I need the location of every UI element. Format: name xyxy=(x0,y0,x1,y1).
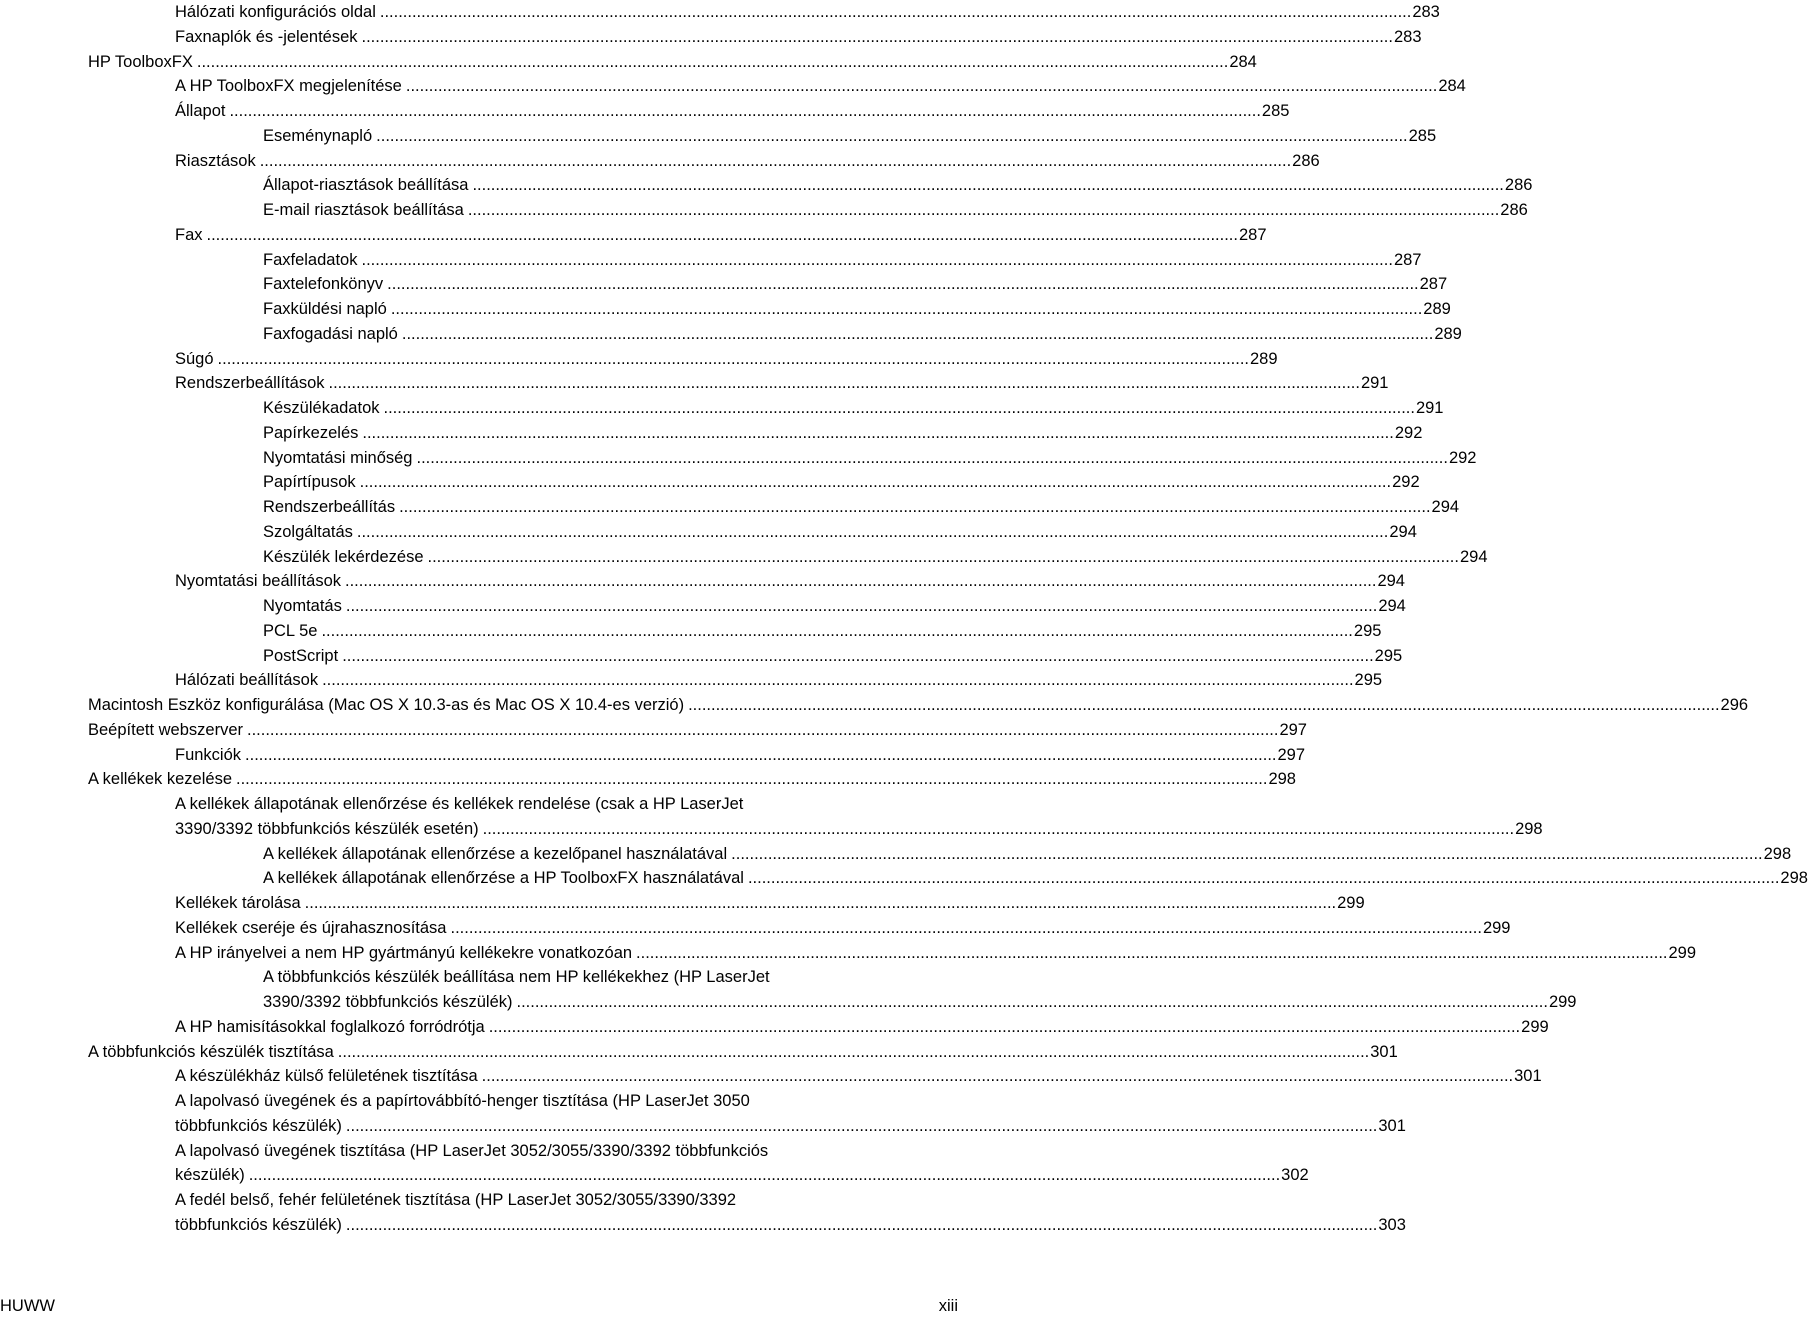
toc-entry[interactable] xyxy=(263,965,1577,1015)
toc-entry-title: Készülék lekérdezése xyxy=(263,547,424,566)
toc-page-number: 291 xyxy=(1360,374,1389,393)
toc-page-number: 298 xyxy=(1763,844,1792,863)
toc-entry[interactable] xyxy=(88,693,1749,718)
dot-leader xyxy=(357,520,1388,545)
toc-entry[interactable] xyxy=(263,297,1451,322)
dot-leader xyxy=(342,644,1373,669)
toc-entry-title: A többfunkciós készülék tisztítása xyxy=(88,1042,334,1061)
dot-leader xyxy=(489,1015,1520,1040)
dot-leader xyxy=(245,743,1276,768)
dot-leader xyxy=(428,545,1459,570)
dot-leader xyxy=(207,223,1238,248)
toc-entry[interactable] xyxy=(263,545,1488,570)
toc-entry-title: A kellékek kezelése xyxy=(88,770,232,789)
toc-entry-title: Szolgáltatás xyxy=(263,522,353,541)
dot-leader xyxy=(260,149,1291,174)
dot-leader xyxy=(360,470,1391,495)
toc-entry[interactable] xyxy=(263,495,1460,520)
toc-entry[interactable] xyxy=(175,1089,1406,1139)
toc-entry-title: Készülékadatok xyxy=(263,399,380,417)
toc-entry[interactable] xyxy=(263,446,1477,471)
toc-entry[interactable] xyxy=(175,1015,1549,1040)
dot-leader xyxy=(688,693,1719,718)
toc-entry-title-line: A lapolvasó üvegének és a papírtovábbító-henger tisztítása (HP LaserJet 3050 xyxy=(175,1092,750,1110)
toc-entry-title: 3390/3392 többfunkciós készülék esetén) xyxy=(175,819,479,838)
dot-leader xyxy=(416,446,1447,471)
toc-entry[interactable] xyxy=(175,371,1389,396)
toc-entry[interactable] xyxy=(263,842,1792,867)
dot-leader xyxy=(380,0,1411,25)
dot-leader xyxy=(483,817,1514,842)
toc-entry[interactable] xyxy=(88,767,1296,792)
toc-page-number: 294 xyxy=(1459,547,1488,566)
toc-page-number: 284 xyxy=(1229,52,1257,71)
toc-entry[interactable] xyxy=(263,322,1462,347)
toc-entry[interactable] xyxy=(175,74,1466,99)
toc-page-number: 294 xyxy=(1431,498,1460,516)
toc-entry-title: Faxtelefonkönyv xyxy=(263,275,384,294)
toc-page-number: 299 xyxy=(1668,943,1697,962)
toc-page-number: 299 xyxy=(1337,894,1365,912)
toc-entry[interactable] xyxy=(175,569,1405,594)
toc-entry[interactable] xyxy=(263,421,1423,446)
toc-entry-title: Rendszerbeállítások xyxy=(175,374,325,393)
toc-entry-title: HP ToolboxFX xyxy=(88,52,193,71)
toc-entry-title: Hálózati konfigurációs oldal xyxy=(175,3,376,21)
dot-leader xyxy=(450,916,1481,941)
toc-page-number: 299 xyxy=(1521,1017,1549,1036)
dot-leader xyxy=(376,124,1407,149)
toc-entry[interactable] xyxy=(263,248,1422,273)
toc-entry[interactable] xyxy=(263,124,1437,149)
dot-leader xyxy=(305,891,1336,916)
toc-page-number: 299 xyxy=(1482,918,1511,937)
toc-page-number: 295 xyxy=(1374,646,1403,665)
toc-page-number: 287 xyxy=(1238,225,1267,244)
toc-entry[interactable] xyxy=(175,149,1320,174)
toc-entry-title: Faxnaplók és -jelentések xyxy=(175,27,358,46)
toc-entry-title: 3390/3392 többfunkciós készülék) xyxy=(263,993,513,1011)
toc-entry-title: Rendszerbeállítás xyxy=(263,498,396,516)
toc-entry[interactable] xyxy=(263,396,1444,421)
toc-page-number: 286 xyxy=(1500,201,1528,219)
toc-page-number: 294 xyxy=(1389,522,1417,541)
dot-leader xyxy=(346,1213,1377,1238)
toc-entry[interactable] xyxy=(175,1064,1542,1089)
dot-leader xyxy=(362,421,1393,446)
dot-leader xyxy=(346,1114,1377,1139)
toc-entry-title: Papírkezelés xyxy=(263,423,359,442)
toc-entry[interactable] xyxy=(263,470,1420,495)
toc-page-number: 284 xyxy=(1438,77,1466,96)
toc-entry[interactable] xyxy=(263,198,1528,223)
toc-entry-title: Eseménynapló xyxy=(263,126,373,145)
toc-entry-title: Állapot xyxy=(175,102,226,120)
toc-entry-title: Állapot-riasztások beállítása xyxy=(263,176,469,195)
toc-page-number: 296 xyxy=(1720,696,1749,714)
toc-entry-title: Funkciók xyxy=(175,745,242,764)
toc-entry[interactable] xyxy=(175,0,1440,25)
toc-entry-title-line: A többfunkciós készülék beállítása nem HP kellékekhez (HP LaserJet xyxy=(263,968,770,987)
toc-entry-title: A HP irányelvei a nem HP gyártmányú kellékekre vonatkozóan xyxy=(175,943,633,962)
page-footer xyxy=(0,1297,960,1317)
toc-page-number: 287 xyxy=(1393,250,1422,269)
toc-page-number: 285 xyxy=(1408,126,1437,145)
toc-page-number: 291 xyxy=(1415,399,1444,417)
dot-leader xyxy=(406,74,1437,99)
dot-leader xyxy=(517,990,1548,1015)
toc-page-number: 285 xyxy=(1261,102,1290,120)
toc-entry-title: Faxfogadási napló xyxy=(263,324,398,343)
footer-label: HUWW xyxy=(0,1297,55,1315)
dot-leader xyxy=(249,1163,1280,1188)
toc-entry[interactable] xyxy=(175,743,1306,768)
toc-entry-title: Nyomtatási minőség xyxy=(263,448,413,467)
toc-entry[interactable] xyxy=(175,223,1267,248)
toc-page-number: 298 xyxy=(1780,869,1808,888)
toc-entry-title: A kellékek állapotának ellenőrzése a HP ToolboxFX használatával xyxy=(263,869,744,888)
toc-page-number: 283 xyxy=(1393,27,1422,46)
toc-entry[interactable] xyxy=(175,99,1290,124)
toc-entry[interactable] xyxy=(263,173,1533,198)
toc-page-number: 289 xyxy=(1434,324,1462,343)
toc-page-number: 302 xyxy=(1281,1166,1309,1185)
toc-page-number: 287 xyxy=(1419,275,1448,294)
toc-entry-title: A készülékház külső felületének tisztítása xyxy=(175,1067,478,1086)
toc-entry[interactable] xyxy=(263,272,1448,297)
toc-entry[interactable] xyxy=(175,792,1543,842)
toc-entry[interactable] xyxy=(175,668,1383,693)
toc-entry[interactable] xyxy=(263,644,1403,669)
toc-entry[interactable] xyxy=(263,520,1417,545)
toc-page-number: 301 xyxy=(1370,1042,1398,1061)
dot-leader xyxy=(321,619,1352,644)
toc-page-number: 301 xyxy=(1514,1067,1542,1086)
toc-page-number: 299 xyxy=(1548,993,1577,1011)
toc-entry-title: Beépített webszerver xyxy=(88,720,243,739)
dot-leader xyxy=(329,371,1360,396)
toc-entry-title-line: A kellékek állapotának ellenőrzése és kellékek rendelése (csak a HP LaserJet xyxy=(175,795,744,813)
toc-entry-title: Fax xyxy=(175,225,203,244)
dot-leader xyxy=(247,718,1278,743)
toc-page-number: 297 xyxy=(1277,745,1306,764)
dot-leader xyxy=(346,594,1377,619)
toc-entry-title: Súgó xyxy=(175,349,214,368)
toc-entry[interactable] xyxy=(175,25,1422,50)
toc-entry[interactable] xyxy=(175,916,1511,941)
toc-entry[interactable] xyxy=(175,347,1278,372)
dot-leader xyxy=(472,173,1503,198)
toc-entry-title: többfunkciós készülék) xyxy=(175,1215,342,1234)
dot-leader xyxy=(197,50,1228,75)
toc-page-number: 295 xyxy=(1353,621,1382,640)
dot-leader xyxy=(229,99,1260,124)
toc-entry-title: Hálózati beállítások xyxy=(175,671,319,690)
toc-entry-title: Riasztások xyxy=(175,151,256,170)
toc-page-number: 292 xyxy=(1448,448,1477,467)
toc-entry-title: A HP hamisításokkal foglalkozó forródrótja xyxy=(175,1017,485,1036)
toc-entry[interactable] xyxy=(263,594,1406,619)
toc-page-number: 303 xyxy=(1378,1215,1406,1234)
toc-page-number: 297 xyxy=(1279,720,1307,739)
toc-entry[interactable] xyxy=(88,1040,1398,1065)
dot-leader xyxy=(362,25,1393,50)
dot-leader xyxy=(236,767,1267,792)
toc-entry-title: A kellékek állapotának ellenőrzése a kezelőpanel használatával xyxy=(263,844,728,863)
toc-entry[interactable] xyxy=(88,50,1257,75)
toc-entry-title: PCL 5e xyxy=(263,621,318,640)
dot-leader xyxy=(748,866,1779,891)
toc-page-number: 289 xyxy=(1423,300,1451,318)
toc-entry-title: A HP ToolboxFX megjelenítése xyxy=(175,77,402,96)
toc-entry-title: Nyomtatás xyxy=(263,597,342,615)
dot-leader xyxy=(387,272,1418,297)
toc-entry-title-line: A fedél belső, fehér felületének tisztítása (HP LaserJet 3052/3055/3390/3392 xyxy=(175,1191,737,1209)
toc-entry-title-line: A lapolvasó üvegének tisztítása (HP LaserJet 3052/3055/3390/3392 többfunkciós xyxy=(175,1141,769,1160)
toc-entry[interactable] xyxy=(175,1188,1406,1238)
toc-entry[interactable] xyxy=(175,1139,1309,1189)
toc-entry-title: Macintosh Eszköz konfigurálása (Mac OS X 10.3-as és Mac OS X 10.4-es verzió) xyxy=(88,696,685,714)
dot-leader xyxy=(636,941,1667,966)
toc-page-number: 286 xyxy=(1504,176,1533,195)
toc-entry-title: Faxfeladatok xyxy=(263,250,358,269)
toc-entry[interactable] xyxy=(88,718,1307,743)
toc-page-number: 298 xyxy=(1515,819,1543,838)
dot-leader xyxy=(482,1064,1513,1089)
toc-entry[interactable] xyxy=(263,866,1808,891)
toc-page-number: 294 xyxy=(1377,572,1405,591)
dot-leader xyxy=(345,569,1376,594)
toc-entry-title: E-mail riasztások beállítása xyxy=(263,201,464,219)
toc-entry-title: PostScript xyxy=(263,646,339,665)
toc-entry[interactable] xyxy=(175,941,1697,966)
dot-leader xyxy=(218,347,1249,372)
dot-leader xyxy=(384,396,1415,421)
toc-entry-title: Nyomtatási beállítások xyxy=(175,572,341,591)
toc-entry[interactable] xyxy=(263,619,1382,644)
toc-page-number: 295 xyxy=(1354,671,1383,690)
toc-entry-title: többfunkciós készülék) xyxy=(175,1116,342,1135)
toc-page-number: 292 xyxy=(1394,423,1423,442)
toc-page-number: 301 xyxy=(1378,1116,1406,1135)
toc-entry-title: Faxküldési napló xyxy=(263,300,387,318)
toc-page-number: 294 xyxy=(1378,597,1406,615)
dot-leader xyxy=(361,248,1392,273)
dot-leader xyxy=(322,668,1353,693)
dot-leader xyxy=(338,1040,1369,1065)
toc-page-number: 298 xyxy=(1268,770,1296,789)
page-number: xiii xyxy=(938,1297,958,1315)
dot-leader xyxy=(402,322,1433,347)
toc-entry-title: Kellékek tárolása xyxy=(175,894,301,912)
dot-leader xyxy=(391,297,1422,322)
dot-leader xyxy=(399,495,1430,520)
dot-leader xyxy=(731,842,1762,867)
toc-page-number: 286 xyxy=(1292,151,1320,170)
toc-page-number: 289 xyxy=(1250,349,1278,368)
toc-entry-title: Papírtípusok xyxy=(263,473,356,492)
toc-entry-title: készülék) xyxy=(175,1166,245,1185)
toc-page-number: 292 xyxy=(1392,473,1420,492)
toc-page-number: 283 xyxy=(1412,3,1440,21)
toc-entry[interactable] xyxy=(175,891,1365,916)
dot-leader xyxy=(468,198,1499,223)
toc-entry-title: Kellékek cseréje és újrahasznosítása xyxy=(175,918,447,937)
